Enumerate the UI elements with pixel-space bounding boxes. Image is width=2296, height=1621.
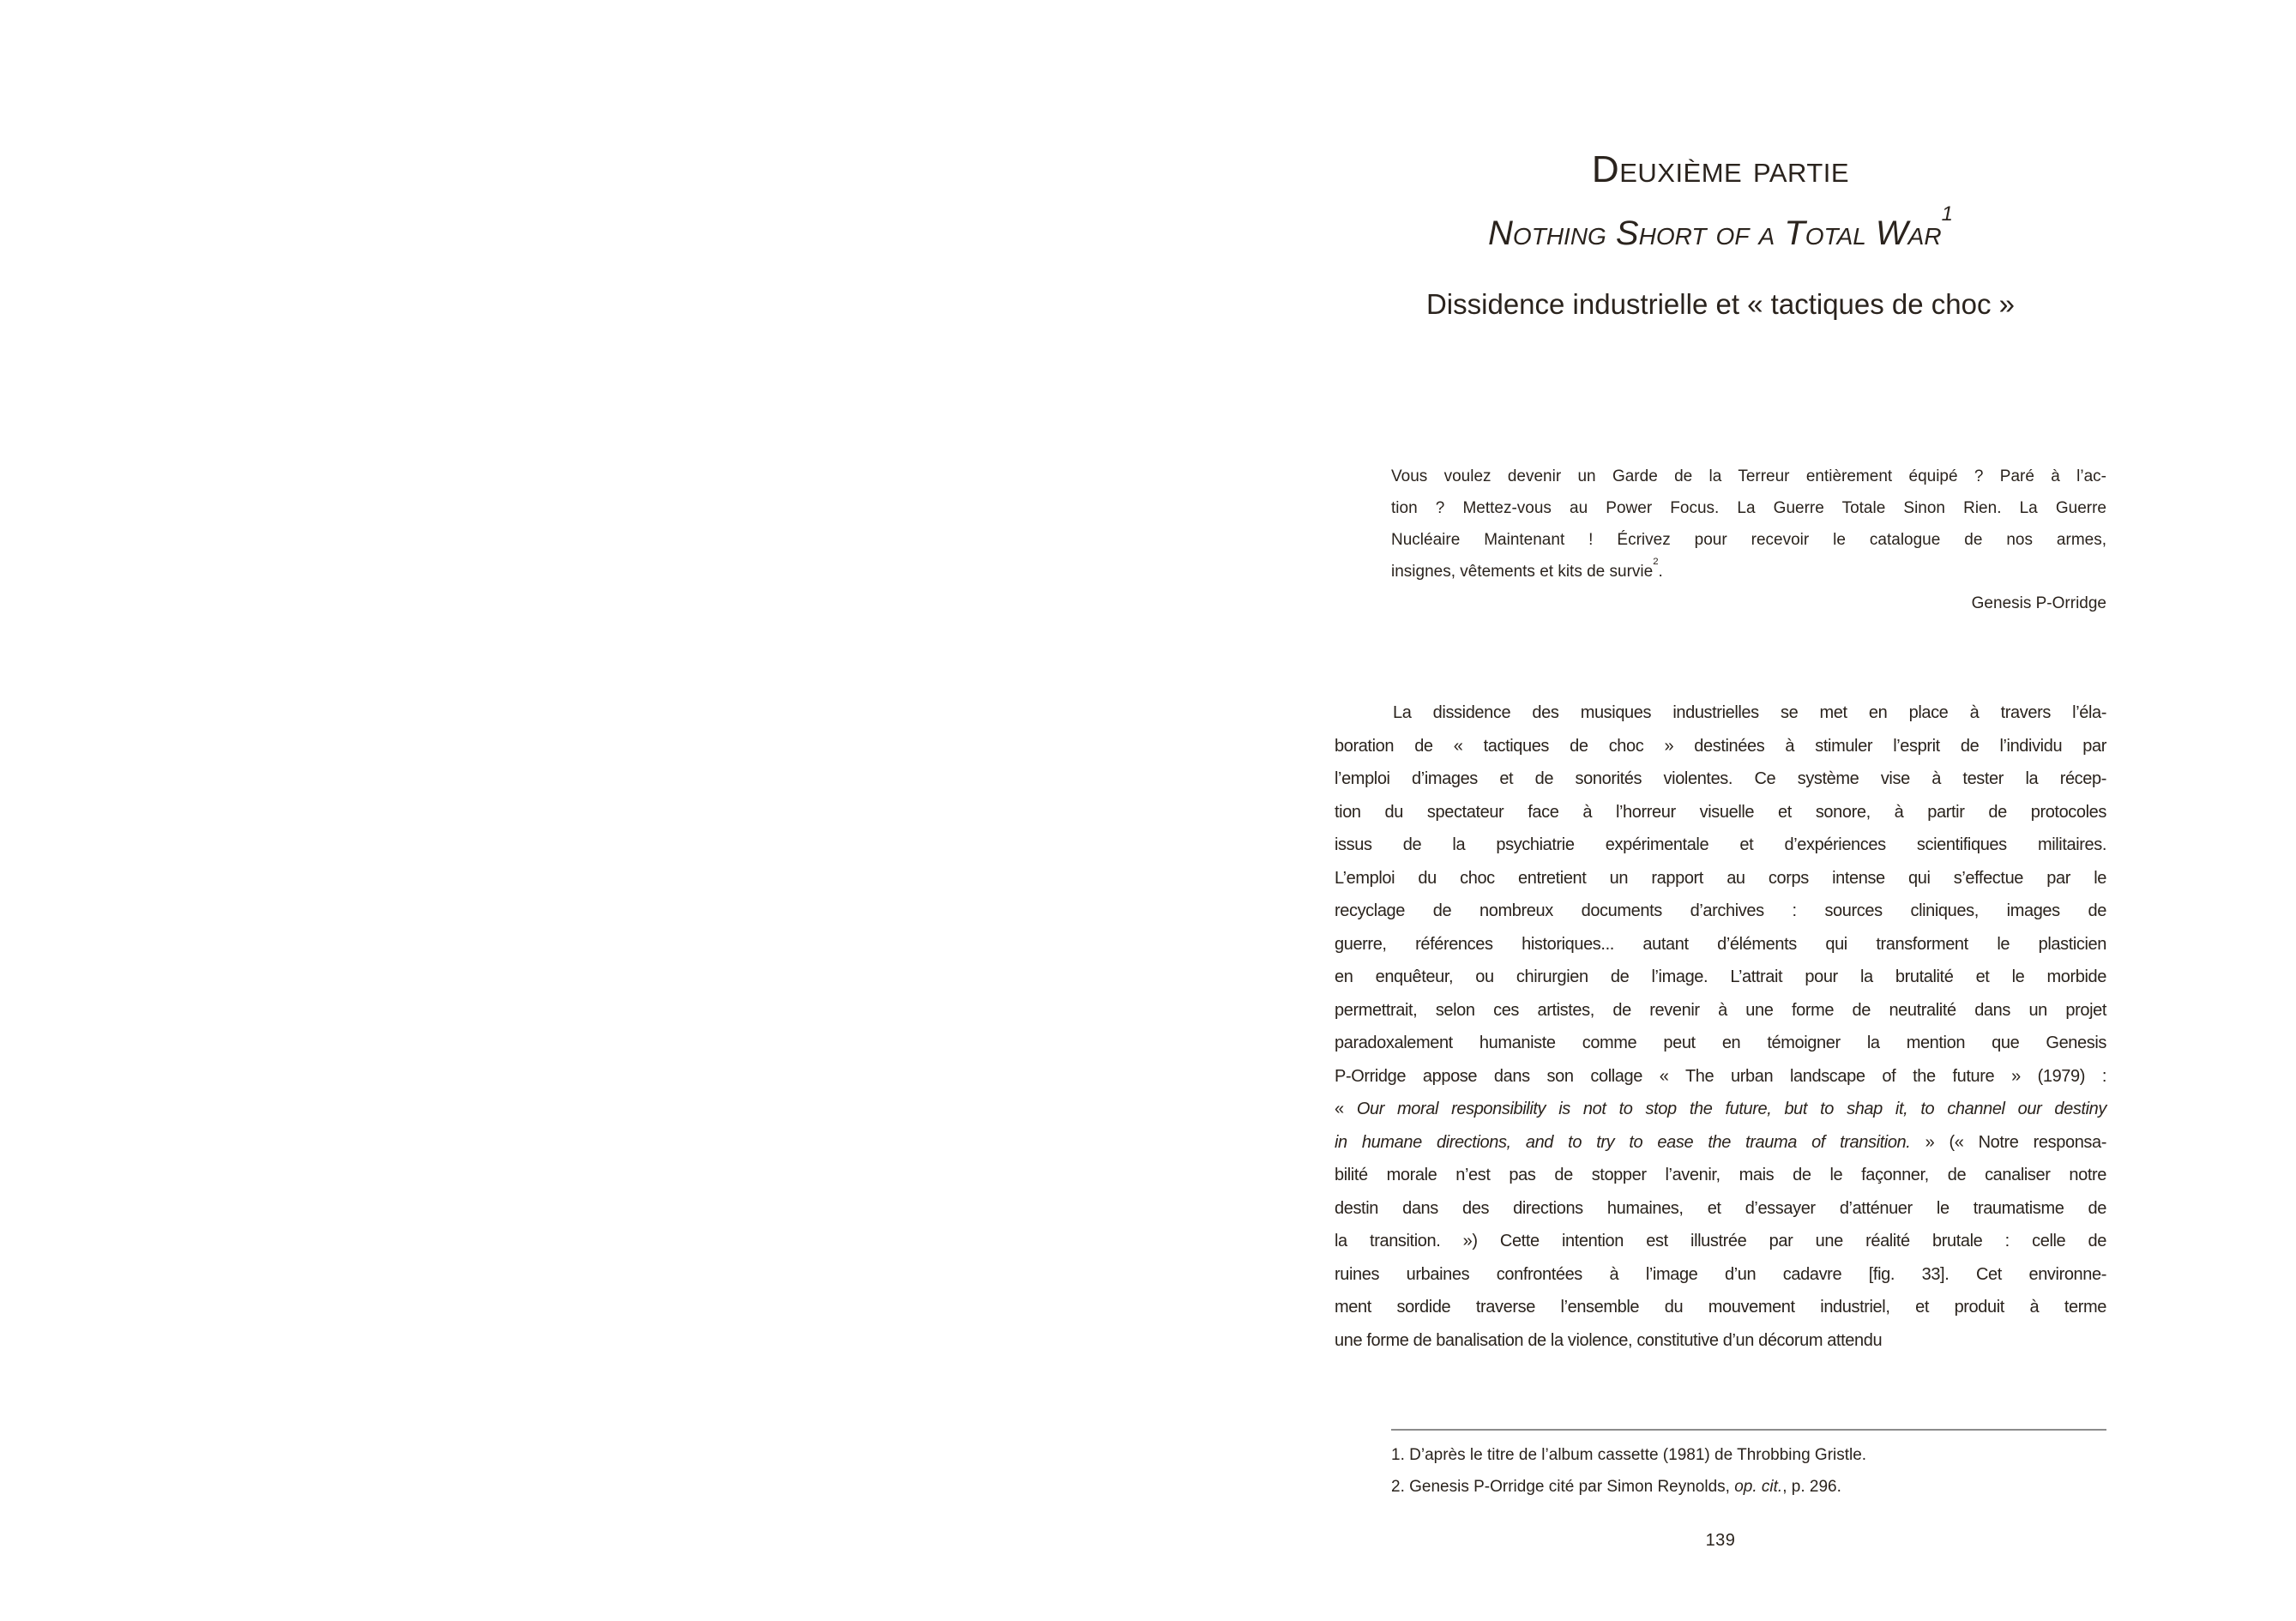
epigraph-attribution: Genesis P-Orridge	[1971, 594, 2106, 612]
text-segment: ruines urbaines confrontées à l’image d’un cadavre [fig. 33]. Cet environne-	[1335, 1264, 2106, 1284]
text-line	[1391, 492, 2106, 524]
text-segment: tion du spectateur face à l’horreur visuelle et sonore, à partir de protocoles	[1335, 802, 2106, 822]
text-segment: la transition. ») Cette intention est illustrée par une réalité brutale : celle de	[1335, 1232, 2106, 1250]
text-line	[1335, 796, 2106, 829]
part-subtitle-text: Nothing Short of a Total War	[1488, 214, 1942, 252]
text-segment: tion ? Mettez-vous au Power Focus. La Guerre Totale Sinon Rien. La Guerre	[1391, 499, 2106, 517]
text-segment: L’emploi du choc entretient un rapport au corps intense qui s’effectue par le	[1335, 868, 2106, 888]
text-line	[1335, 1093, 2106, 1126]
epigraph	[1391, 461, 2106, 619]
epigraph-text	[1391, 461, 2106, 588]
chapter-title: Dissidence industrielle et « tactiques de choc »	[1425, 288, 2016, 320]
text-line	[1335, 1060, 2106, 1094]
page-number: 139	[1705, 1531, 1736, 1550]
text-segment: , p. 296.	[1782, 1478, 1841, 1496]
text-segment: issus de la psychiatrie expérimentale et d’expériences scientifiques militaires.	[1335, 835, 2106, 854]
text-line	[1335, 1258, 2106, 1292]
footnote-separator	[1391, 1429, 2106, 1431]
text-segment: recyclage de nombreux documents d’archives : sources cliniques, images de	[1335, 901, 2106, 920]
text-segment: in humane directions, and to try to ease the trauma of transition.	[1335, 1132, 1911, 1152]
text-segment: op. cit.	[1734, 1478, 1783, 1496]
text-segment: Our moral responsibility is not to stop the future, but to shap it, to channel our destiny	[1356, 1100, 2107, 1118]
text-line	[1391, 1471, 2106, 1503]
text-segment: bilité morale n’est pas de stopper l’avenir, mais de le façonner, de canaliser notre	[1335, 1166, 2106, 1184]
text-segment: destin dans des directions humaines, et d’essayer d’atténuer le traumatisme de	[1335, 1198, 2106, 1218]
text-line	[1335, 928, 2106, 961]
text-line	[1335, 1027, 2106, 1060]
text-segment: boration de « tactiques de choc » destinées à stimuler l’esprit de l’individu par	[1335, 736, 2106, 756]
text-segment: 2. Genesis P-Orridge cité par Simon Reynolds,	[1391, 1478, 1735, 1496]
text-line	[1391, 461, 2106, 492]
footnotes	[1391, 1439, 2106, 1503]
footnote-ref: 2	[1653, 557, 1659, 568]
text-line	[1335, 829, 2106, 862]
text-line	[1391, 556, 2106, 588]
text-segment: «	[1335, 1100, 1357, 1118]
part-subtitle	[1335, 202, 2106, 252]
text-segment: » (« Notre responsa-	[1910, 1132, 2106, 1152]
text-segment: guerre, références historiques... autant d’éléments qui transforment le plasticien	[1335, 934, 2106, 954]
text-segment: ment sordide traverse l’ensemble du mouvement industriel, et produit à terme	[1335, 1298, 2106, 1317]
text-segment: une forme de banalisation de la violence, constitutive d’un décorum attendu	[1335, 1330, 1883, 1350]
text-line	[1335, 1225, 2106, 1258]
text-line	[1335, 1291, 2106, 1324]
text-segment: permettrait, selon ces artistes, de revenir à une forme de neutralité dans un projet	[1335, 1000, 2106, 1020]
text-segment: l’emploi d’images et de sonorités violentes. Ce système vise à tester la récep-	[1335, 769, 2106, 788]
text-line	[1335, 1159, 2106, 1192]
main-paragraph	[1335, 696, 2106, 1357]
part-label: Deuxième partie	[1591, 148, 1850, 190]
text-line	[1335, 895, 2106, 928]
text-line	[1335, 696, 2106, 730]
text-segment: en enquêteur, ou chirurgien de l’image. L’attrait pour la brutalité et le morbide	[1335, 967, 2106, 986]
footnote-ref-1: 1	[1941, 202, 1953, 226]
text-line	[1335, 1324, 2106, 1358]
text-line	[1335, 994, 2106, 1027]
text-line	[1335, 762, 2106, 796]
text-segment: .	[1658, 563, 1663, 581]
text-line	[1335, 730, 2106, 763]
text-segment: P-Orridge appose dans son collage « The urban landscape of the future » (1979) :	[1335, 1066, 2106, 1086]
text-line	[1391, 1439, 2106, 1471]
text-segment: Nucléaire Maintenant ! Écrivez pour recevoir le catalogue de nos armes,	[1391, 531, 2106, 549]
text-segment: 1. D’après le titre de l’album cassette (1981) de Throbbing Gristle.	[1391, 1446, 1867, 1464]
text-segment: paradoxalement humaniste comme peut en témoigner la mention que Genesis	[1335, 1033, 2106, 1052]
text-line	[1335, 961, 2106, 994]
text-line	[1335, 1192, 2106, 1226]
text-segment: Vous voulez devenir un Garde de la Terreur entièrement équipé ? Paré à l’ac-	[1391, 467, 2106, 485]
text-line	[1391, 524, 2106, 556]
text-segment: La dissidence des musiques industrielles se met en place à travers l’éla-	[1393, 703, 2106, 722]
text-line	[1335, 1126, 2106, 1160]
text-line	[1335, 862, 2106, 895]
text-segment: insignes, vêtements et kits de survie	[1391, 563, 1654, 581]
